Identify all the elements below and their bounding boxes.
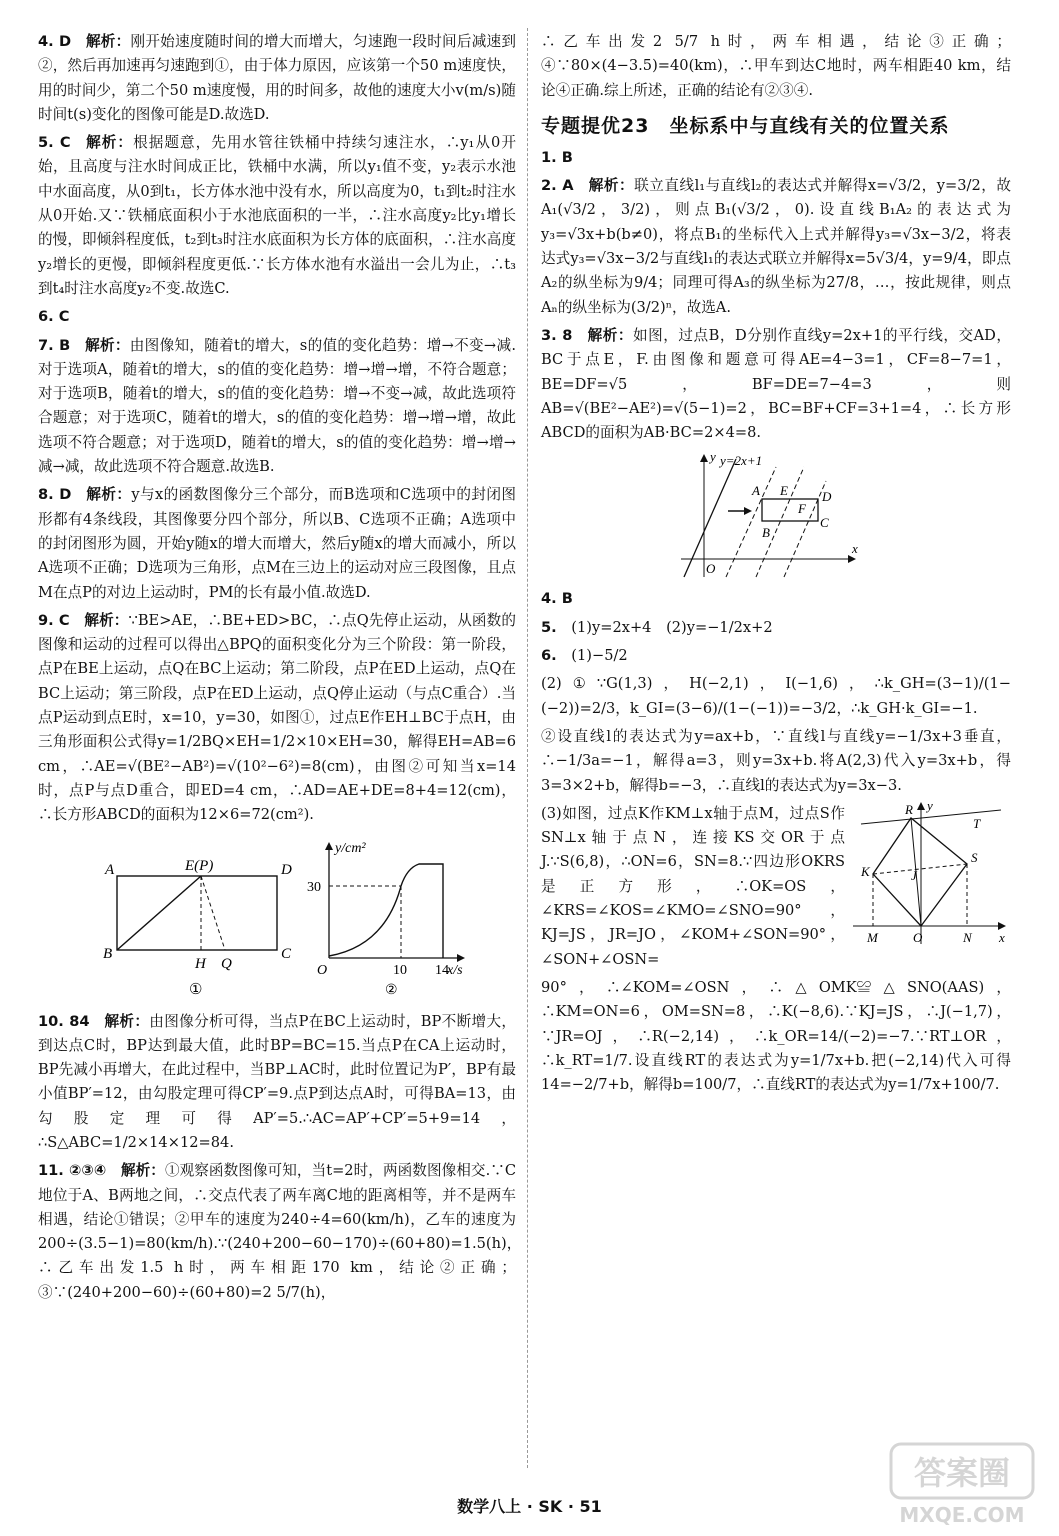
answer-number: 11. ②③④: [38, 1162, 107, 1180]
analysis-label: 解析：: [85, 33, 131, 50]
label-M: M: [867, 929, 878, 945]
answer-item: [541, 644, 1011, 668]
answer-item: [38, 305, 516, 329]
answer-item: [38, 1159, 522, 1305]
analysis-label: 解析：: [587, 326, 633, 344]
answer-number: 4. D: [38, 33, 72, 50]
label-B: B: [762, 525, 770, 541]
answer-text: 由图像分析可得，当点P在BC上运动时，BP不断增大，到达点C时，BP达到最大值，此时BP=BC=15.当点P在CA上运动时，BP先减小再增大，在此过程中，当BP⊥AC时，此时位置记为P′，BP有最小值BP′=12，由勾股定理可得CP′=9.点P到达点A时，可得BA=13，由勾股定理可得AP′=5.∴AC=AP′+CP′=5+9=14，∴S△ABC=1/2×14×12=84.: [38, 1012, 516, 1151]
answer-item: [541, 725, 1011, 798]
answer-number: 6. C: [38, 308, 70, 326]
answer-item: [541, 146, 1011, 170]
label-H: H: [195, 955, 206, 972]
label-D: D: [281, 861, 292, 878]
axis-y-label: y/cm²: [335, 840, 366, 856]
tick-30: 30: [307, 879, 321, 895]
answer-item: [38, 609, 516, 828]
label-B: B: [103, 945, 113, 962]
label-A: A: [752, 483, 760, 499]
watermark-text: 答案圈: [913, 1454, 1011, 1492]
answer-text: 由图像知，随着t的增大，s的值的变化趋势：增→不变→减.对于选项A，随着t的增大，s的值的变化趋势：增→增→增，不符合题意；对于选项B，随着t的增大，s的值的变化趋势：增→不变→减，故此选项符合题意；对于选项C，随着t的增大，s的值的变化趋势：增→增→增，故此选项不符合题意；对于选项D，随着t的增大，s的值的变化趋势：增→增→减→减，故此选项不符合题意.故选B.: [38, 336, 516, 476]
answer-text: (1)−5/2: [571, 647, 628, 665]
label-A: A: [105, 861, 115, 878]
axis-x: x: [999, 929, 1005, 945]
answer-number: 4. B: [541, 590, 573, 608]
answer-item: [541, 616, 1011, 640]
analysis-label: 解析：: [84, 336, 130, 354]
figure-square: [851, 802, 1011, 952]
figures-9: [67, 834, 487, 1004]
analysis-label: 解析：: [120, 1162, 165, 1180]
answer-item: [541, 174, 1011, 320]
axis-y: y: [710, 451, 716, 465]
figure-graph: [307, 841, 465, 998]
label-T: T: [973, 815, 981, 831]
answer-text: ①观察函数图像可知，当t=2时，两函数图像相交.∵C地位于A、B两地之间，∴交点代表了两车离C地的距离相等，并不是两车相遇，结论①错误；②甲车的速度为240÷4=60(km/h)，乙车的速度为200÷(3.5−1)=80(km/h).∵(240+200−60−170)÷(60+80)=1.5(h)，∴乙车出发1.5 h时，两车相距170 km，结论②正确；③∵(240+200−60)÷(60+80)=2 5/7(h)，: [38, 1162, 522, 1301]
answer-item: [541, 672, 1011, 721]
answer-text: ②设直线l的表达式为y=ax+b，∵直线l与直线y=−1/3x+3垂直，∴−1/3a=−1，解得a=3，则y=3x+b.将A(2,3)代入y=3x+b，得3=3×2+b，解得b=−3，∴直线l的表达式为y=3x−3.: [541, 727, 1011, 794]
label-F: F: [798, 501, 806, 517]
label-D: D: [822, 489, 832, 505]
answer-text: ∵BE>AE，∴BE+ED>BC，∴点Q先停止运动，从函数的图像和运动的过程可以得出△BPQ的面积变化分为三个阶段：第一阶段，点P在BE上运动，点Q在BC上运动；第二阶段，点P在ED上运动，点Q在BC上运动；第三阶段，点P在ED上运动，点Q停止运动（与点C重合）.当点P运动到点E时，x=10，y=30，如图①，过点E作EH⊥BC于点H，由三角形面积公式得y=1/2BQ×EH=1/2×10×EH=30，解得EH=AB=6 cm，∴AE=√(BE²−AB²)=√(10²−6²)=8(cm)，由图②可知当x=14时，点P与点D重合，即ED=4 cm，∴AD=AE+DE=8+4=12(cm)，∴长方形ABCD的面积为12×6=72(cm²).: [38, 611, 516, 824]
origin-label: O: [706, 561, 716, 577]
tick-10: 10: [393, 962, 407, 978]
origin-label: O: [317, 962, 328, 978]
answer-number: 2. A: [541, 177, 574, 195]
analysis-label: 解析：: [588, 177, 635, 195]
answer-item: [38, 30, 516, 127]
watermark-url: MXQE.COM: [899, 1503, 1025, 1527]
item-6-3-part2: 90°，∴∠KOM=∠OSN，∴△OMK≌△SNO(AAS)，∴KM=ON=6，OM=SN=8，∴K(−8,6).∵KJ=JS，∴J(−1,7)，∵JR=OJ，∴R(−2,14)，∴k_OR=14/(−2)=−7.∵RT⊥OR，∴k_RT=1/7.设直线RT的表达式为y=1/7x+b.把(−2,14)代入可得14=−2/7+b，解得b=100/7，∴直线RT的表达式为y=1/7x+100/7.: [541, 978, 1011, 1094]
right-column: [541, 30, 1011, 1101]
answer-number: 9. C: [38, 611, 70, 629]
analysis-label: 解析：: [104, 1012, 150, 1030]
origin-label: O: [913, 929, 923, 945]
answer-text: y与x的函数图像分三个部分，而B选项和C选项中的封闭图形都有4条线段，其图像要分四个部分，所以B、C选项不正确；A选项中的封闭图形为圆，开始y随x的增大而增大，然后y随x的增大而减小，所以A选项不正确；D选项为三角形，点M在三边上的运动对应三段图像，且点M在点P的对边上运动时，PM的长有最小值.故选D.: [38, 486, 516, 601]
figure-parallel-lines: [676, 451, 876, 581]
answer-number: 7. B: [38, 336, 71, 354]
item-11-continued: ∴乙车出发2 5/7 h时，两车相遇，结论③正确；④∵80×(4−3.5)=40(km)，∴甲车到达C地时，两车相距40 km，结论④正确.综上所述，正确的结论有②③④.: [541, 33, 1011, 99]
analysis-label: 解析：: [85, 134, 134, 152]
answer-item: [38, 1010, 516, 1156]
axis-x: x: [852, 541, 858, 557]
tick-14: 14: [435, 962, 449, 978]
answer-text: 联立直线l₁与直线l₂的表达式并解得x=√3/2，y=3/2，故A₁(√3/2，3/2)，则点B₁(√3/2，0).设直线B₁A₂的表达式为y₃=√3x+b(b≠0)，将点B₁的坐标代入上式并解得y₃=√3x−3/2，将表达式y₃=√3x−3/2与直线l₁的表达式联立并解得x=5√3/4，y=9/4，即点A₂的纵坐标为9/4；同理可得A₃的纵坐标为27/8，…，按此规律，则点Aₙ的纵坐标为(3/2)ⁿ，故选A.: [541, 177, 1011, 316]
answer-item: [38, 483, 516, 604]
axis-y: y: [927, 801, 933, 813]
page-footer: 数学八上 · SK · 51: [457, 1497, 602, 1516]
label-C: C: [281, 945, 292, 962]
analysis-label: 解析：: [85, 486, 132, 504]
answer-number: 10. 84: [38, 1012, 90, 1030]
label-K: K: [861, 863, 870, 879]
answer-number: 6.: [541, 647, 557, 665]
figure-rectangle: [103, 858, 292, 998]
label-R: R: [905, 801, 913, 817]
answer-number: 5. C: [38, 134, 71, 152]
label-S: S: [971, 849, 978, 865]
label-Q: Q: [221, 955, 232, 972]
answer-item: [38, 334, 516, 480]
answer-text: (2)①∵G(1,3)，H(−2,1)，I(−1,6)，∴k_GH=(3−1)/(1−(−2))=2/3，k_GI=(3−6)/(1−(−1))=−3/2，∴k_GH·k_GI=−1.: [541, 675, 1011, 717]
item-6-3-part1: (3)如图，过点K作KM⊥x轴于点M，过点S作SN⊥x轴于点N，连接KS交OR于点J.∵S(6,8)，∴ON=6，SN=8.∵四边形OKRS是正方形，∴OK=OS，∠KRS=∠KOS=∠KMO=∠SNO=90°，KJ=JS，JR=JO，∠KOM+∠SON=90°，∠SON+∠OSN=: [541, 804, 845, 968]
watermark-logo: [887, 1440, 1037, 1528]
line-equation: y=2x+1: [720, 453, 763, 469]
section-title: 专题提优23 坐标系中与直线有关的位置关系: [541, 114, 950, 137]
caption-2: ②: [385, 982, 398, 998]
answer-item: [541, 324, 1011, 445]
caption-1: ①: [189, 981, 203, 998]
answer-item: [541, 587, 1011, 611]
axis-x-label: x/s: [447, 962, 463, 978]
label-N: N: [963, 929, 972, 945]
analysis-label: 解析：: [84, 611, 129, 629]
answer-item: [38, 131, 516, 301]
answer-text: 刚开始速度随时间的增大而增大，匀速跑一段时间后减速到②，然后再加速再匀速跑到①，由于体力原因，应该第一个50 m速度快，用的时间少，第二个50 m速度慢，用的时间多，故他的速度大小v(m/s)随时间t(s)变化的图像可能是D.故选D.: [38, 33, 516, 123]
column-divider: [527, 28, 528, 1468]
label-E: E(P): [185, 857, 214, 874]
answer-text: 如图，过点B，D分别作直线y=2x+1的平行线，交AD，BC于点E，F.由图像和题意可得AE=4−3=1，CF=8−7=1，BE=DF=√5，BF=DE=7−4=3，则AB=√(BE²−AE²)=√(5−1)=2，BC=BF+CF=3+1=4，∴长方形ABCD的面积为AB·BC=2×4=8.: [541, 326, 1011, 442]
label-E: E: [780, 483, 788, 499]
label-C: C: [820, 515, 829, 531]
answer-text: (1)y=2x+4 (2)y=−1/2x+2: [571, 618, 773, 636]
answer-number: 1. B: [541, 148, 573, 166]
answer-number: 5.: [541, 618, 557, 636]
answer-text: 根据题意，先用水管往铁桶中持续匀速注水，∴y₁从0开始，且高度与注水时间成正比，铁桶中水满，所以y₁值不变，y₂表示水池中水面高度，从0到t₁，长方体水池中没有水，所以高度为0，t₁到t₂时注水从0开始.又∵铁桶底面积小于水池底面积的一半，∴注水高度y₂比y₁增长的慢，即倾斜程度低，t₂到t₃时注水底面积为长方体的底面积，∴注水高度y₂增长的更慢，即倾斜程度更低.∵长方体水池有水溢出一会儿为止，∴t₃到t₄时注水高度y₂不变.故选C.: [38, 134, 516, 297]
answer-number: 8. D: [38, 486, 72, 504]
left-column: [38, 30, 522, 1309]
answer-number: 3. 8: [541, 326, 573, 344]
label-J: J: [911, 867, 917, 883]
